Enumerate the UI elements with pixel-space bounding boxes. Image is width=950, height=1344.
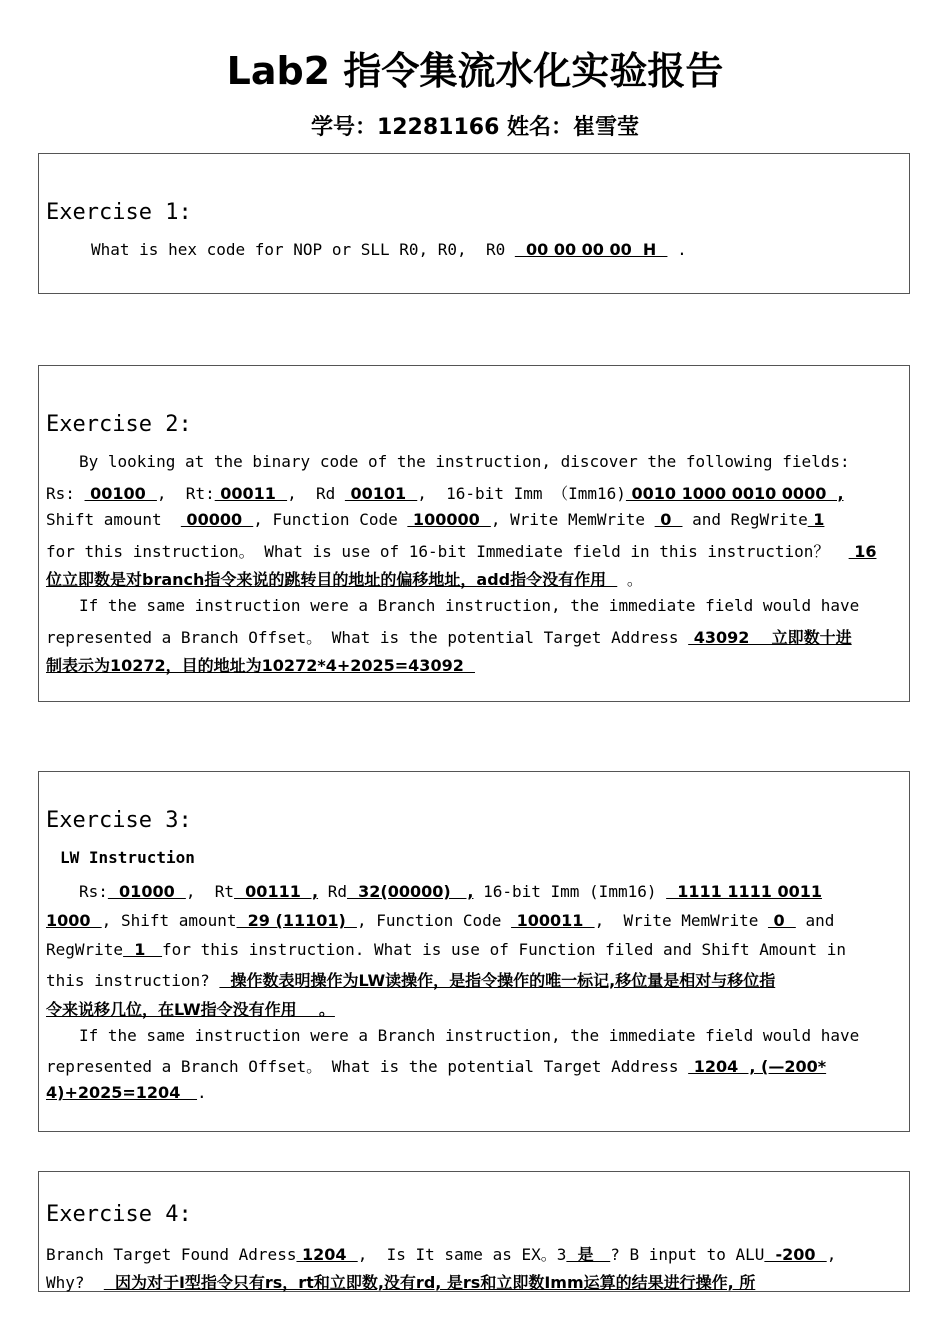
exercise-3-title: Exercise 3:: [46, 808, 192, 833]
rs-label: Rs:: [79, 882, 108, 901]
same-question: , Is It same as EX。3: [357, 1245, 567, 1264]
exercise-2-imm-answer: [46, 567, 902, 590]
why-label: Why?: [46, 1273, 104, 1292]
rt-label: , Rt: [185, 882, 235, 901]
rd-answer: 32(00000) ,: [346, 882, 474, 901]
nop-hex-answer: 00 00 00 00 H: [514, 240, 668, 259]
shift-answer: 29 (11101): [236, 911, 357, 930]
imm-use-answer-start: 16: [848, 542, 877, 561]
function-use-answer-cont: 令来说移几位，在LW指令没有作用: [46, 1000, 319, 1019]
rs-answer: 00100: [84, 484, 157, 503]
function-label: , Function Code: [253, 510, 408, 529]
exercise-3-fields-line-2: [46, 911, 902, 930]
period: 。: [617, 570, 643, 589]
exercise-3-box: [38, 771, 910, 1132]
function-label: , Function Code: [356, 911, 512, 930]
regwrite-answer: 1: [123, 940, 163, 959]
exercise-4-title: Exercise 4:: [46, 1202, 192, 1227]
period: .: [667, 240, 687, 259]
exercise-1-question: [91, 240, 902, 259]
target-question: represented a Branch Offset。 What is the potential Target Address: [46, 628, 689, 647]
period: .: [197, 1083, 207, 1102]
exercise-1-title: Exercise 1:: [46, 200, 192, 225]
exercise-2-box: [38, 365, 910, 702]
b-input-label: ? B input to ALU: [610, 1245, 765, 1264]
imm-answer-cont: 1000: [46, 911, 102, 930]
exercise-3-branch-line-2: [46, 1054, 902, 1077]
target-address-answer: 1204 , (—200*: [688, 1057, 827, 1076]
student-info: 学号：12281166 姓名：崔雪莹: [310, 115, 640, 140]
exercise-2-branch-line-1: If the same instruction were a Branch instruction, the immediate field would have: [79, 596, 860, 615]
regwrite-answer: 1: [807, 510, 825, 529]
imm-answer: 1111 1111 0011: [666, 882, 822, 901]
same-answer: 是: [566, 1245, 611, 1264]
regwrite-label: and RegWrite: [682, 510, 808, 529]
target-address-answer: 43092 立即数十进: [688, 628, 852, 647]
function-answer: 100011: [511, 911, 595, 930]
rs-answer: 01000: [107, 882, 186, 901]
rd-answer: 00101: [344, 484, 418, 503]
comma: ,: [826, 1245, 837, 1264]
rt-answer: 00111 ,: [234, 882, 319, 901]
memwrite-label: , Write MemWrite: [490, 510, 655, 529]
rs-label: Rs:: [46, 484, 85, 503]
target-calculation: 制表示为10272，目的地址为10272*4+2025=43092: [46, 656, 475, 675]
target-label: Branch Target Found Adress: [46, 1245, 297, 1264]
exercise-3-branch-line-3: [46, 1083, 902, 1102]
exercise-3-subtitle: LW Instruction: [60, 848, 195, 867]
target-question: represented a Branch Offset。 What is the potential Target Address: [46, 1057, 689, 1076]
exercise-2-fields-line-2: [46, 510, 902, 529]
exercise-2-question-imm: [46, 539, 902, 562]
rd-label: Rd: [318, 882, 347, 901]
imm-label: , 16-bit Imm （Imm16): [417, 484, 626, 503]
imm-answer: 0010 1000 0010 0000 ,: [625, 484, 844, 503]
question-cont: this instruction?: [46, 971, 220, 990]
exercise-3-fields-line-3: [46, 940, 902, 959]
rd-label: , Rd: [287, 484, 345, 503]
rt-label: , Rt:: [156, 484, 215, 503]
exercise-3-branch-line-1: If the same instruction were a Branch instruction, the immediate field would have: [79, 1026, 860, 1045]
function-use-answer: 操作数表明操作为LW读操作，是指令操作的唯一标记,移位量是相对与移位指: [219, 971, 776, 990]
exercise-4-line-2: [46, 1270, 902, 1293]
question-text: What is hex code for NOP or SLL R0, R0, R0: [91, 240, 515, 259]
imm-question: for this instruction。 What is use of 16-bit Immediate field in this instruction？: [46, 542, 849, 561]
memwrite-label: , Write MemWrite: [594, 911, 768, 930]
and-text: and: [795, 911, 835, 930]
exercise-2-intro: By looking at the binary code of the instruction, discover the following fields:: [79, 452, 850, 471]
function-answer: 100000: [407, 510, 491, 529]
exercise-3-answer-line-1: [46, 968, 902, 991]
period: 。: [318, 1000, 335, 1019]
exercise-2-branch-line-3: [46, 653, 902, 676]
exercise-3-fields-line-1: [79, 882, 902, 901]
regwrite-label: RegWrite: [46, 940, 124, 959]
target-answer: 1204: [296, 1245, 358, 1264]
page-title: Lab2 指令集流水化实验报告: [226, 49, 724, 93]
exercise-1-box: [38, 153, 910, 294]
memwrite-answer: 0: [654, 510, 683, 529]
exercise-4-line-1: [46, 1242, 902, 1265]
exercise-2-title: Exercise 2:: [46, 412, 192, 437]
exercise-2-fields-line-1: [46, 481, 902, 504]
exercise-2-branch-line-2: [46, 625, 902, 648]
imm-label: 16-bit Imm (Imm16): [473, 882, 667, 901]
shift-label: Shift amount: [46, 510, 181, 529]
function-question: for this instruction. What is use of Function filed and Shift Amount in: [162, 940, 846, 959]
rt-answer: 00011: [214, 484, 288, 503]
shift-label: , Shift amount: [101, 911, 237, 930]
target-calculation: 4)+2025=1204: [46, 1083, 198, 1102]
exercise-3-answer-line-2: [46, 997, 902, 1020]
exercise-4-box: [38, 1171, 910, 1292]
b-input-answer: -200: [764, 1245, 827, 1264]
imm-use-answer: 位立即数是对branch指令来说的跳转目的地址的偏移地址，add指令没有作用: [46, 570, 618, 589]
memwrite-answer: 0: [767, 911, 796, 930]
shift-answer: 00000: [180, 510, 254, 529]
why-answer: 因为对于I型指令只有rs，rt和立即数,没有rd, 是rs和立即数Imm运算的结果进行操作, 所: [103, 1273, 756, 1292]
